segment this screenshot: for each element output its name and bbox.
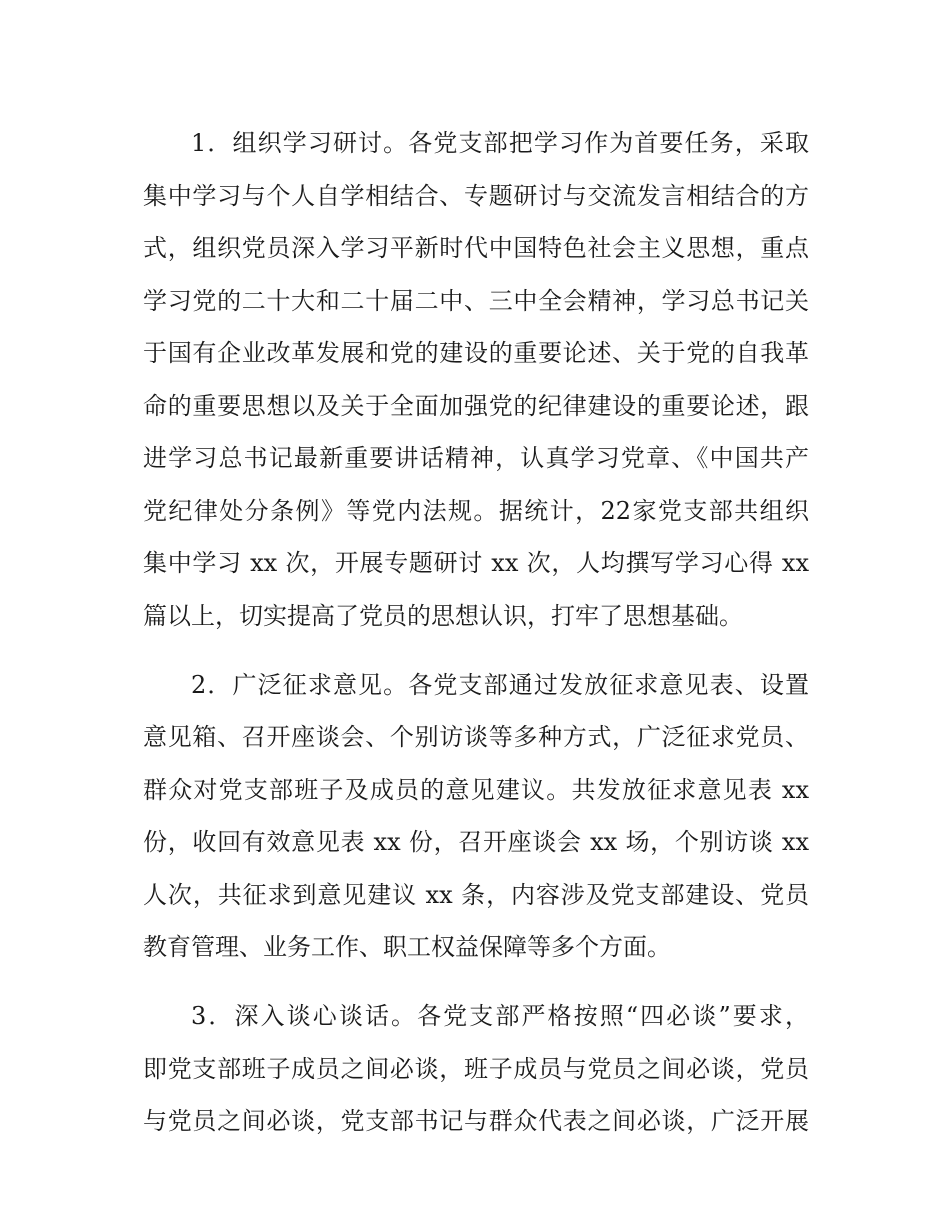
paragraph-line: 集中学习 xx 次，开展专题研讨 xx 次，人均撰写学习心得 xx bbox=[143, 549, 809, 577]
paragraph-line: 人次，共征求到意见建议 xx 条，内容涉及党支部建设、党员 bbox=[143, 881, 809, 909]
paragraph-line: 与党员之间必谈，党支部书记与群众代表之间必谈，广泛开展 bbox=[143, 1107, 809, 1135]
paragraph-line: 学习党的二十大和二十届二中、三中全会精神，学习总书记关 bbox=[143, 287, 809, 315]
paragraph-line: 篇以上，切实提高了党员的思想认识，打牢了思想基础。 bbox=[143, 602, 743, 630]
paragraph-line: 意见箱、召开座谈会、个别访谈等多种方式，广泛征求党员、 bbox=[143, 723, 809, 751]
paragraph-line: 教育管理、业务工作、职工权益保障等多个方面。 bbox=[143, 933, 671, 961]
paragraph-line: 1．组织学习研讨。各党支部把学习作为首要任务，采取 bbox=[191, 129, 809, 157]
paragraph-line: 份，收回有效意见表 xx 份，召开座谈会 xx 场，个别访谈 xx bbox=[143, 828, 809, 856]
paragraph-line: 党纪律处分条例》等党内法规。据统计，22家党支部共组织 bbox=[143, 497, 809, 525]
paragraph-line: 群众对党支部班子及成员的意见建议。共发放征求意见表 xx bbox=[143, 776, 809, 804]
paragraph-line: 即党支部班子成员之间必谈，班子成员与党员之间必谈，党员 bbox=[143, 1055, 809, 1083]
paragraph-line: 集中学习与个人自学相结合、专题研讨与交流发言相结合的方 bbox=[143, 182, 809, 210]
paragraph-line: 于国有企业改革发展和党的建设的重要论述、关于党的自我革 bbox=[143, 339, 809, 367]
paragraph-line: 式，组织党员深入学习平新时代中国特色社会主义思想，重点 bbox=[143, 234, 809, 262]
paragraph-line: 2．广泛征求意见。各党支部通过发放征求意见表、设置 bbox=[191, 671, 809, 699]
paragraph-line: 命的重要思想以及关于全面加强党的纪律建设的重要论述，跟 bbox=[143, 392, 809, 420]
paragraph-line: 3．深入谈心谈话。各党支部严格按照“四必谈”要求， bbox=[191, 1002, 809, 1030]
paragraph-line: 进学习总书记最新重要讲话精神，认真学习党章、《中国共产 bbox=[143, 444, 809, 472]
